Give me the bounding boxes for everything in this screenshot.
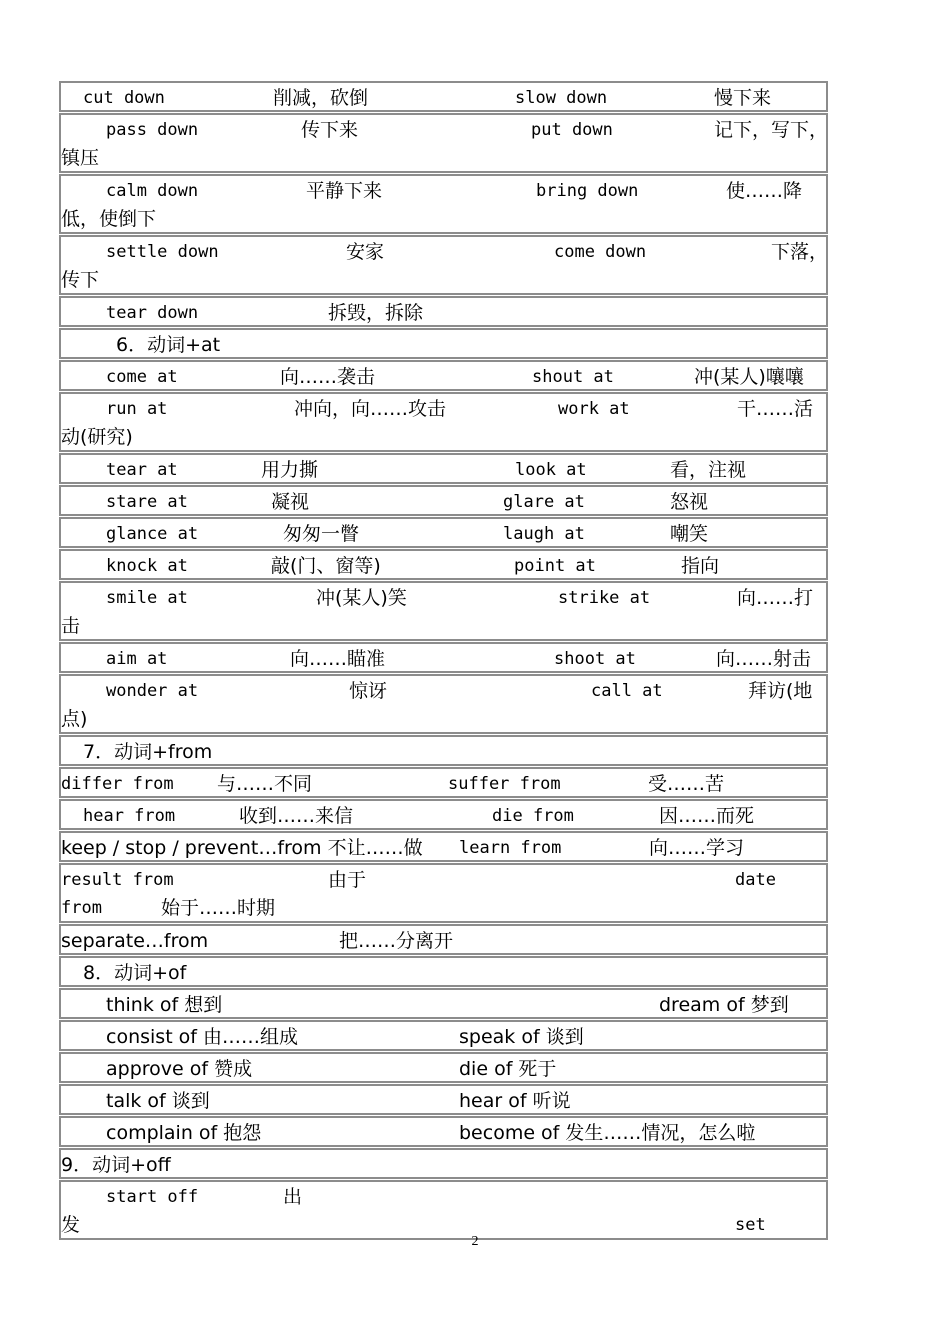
- phrase-text: 嘲笑: [670, 523, 709, 545]
- phrase-term: start off: [106, 1187, 199, 1207]
- phrase-text: 向……瞄准: [290, 648, 386, 670]
- phrase-term: shout at: [532, 367, 614, 387]
- phrase-text: 安家: [346, 241, 385, 263]
- table-row: [59, 735, 828, 766]
- page-number: 2: [471, 1234, 479, 1249]
- phrase-text: 受……苦: [648, 773, 725, 795]
- phrase-text: 因……而死: [659, 805, 755, 827]
- phrase-text: speak of 谈到: [459, 1026, 584, 1048]
- table-row: [59, 549, 828, 580]
- phrase-term: tear at: [106, 460, 178, 480]
- phrase-text: 拆毁，拆除: [328, 302, 424, 324]
- phrase-term: aim at: [106, 649, 168, 669]
- phrase-text: 镇压: [61, 147, 100, 169]
- table-row: [59, 296, 828, 327]
- phrase-term: look at: [515, 460, 587, 480]
- phrase-term: glare at: [503, 492, 585, 512]
- phrase-term: wonder at: [106, 681, 199, 701]
- phrase-text: 惊讶: [349, 680, 388, 702]
- phrase-text: hear of 听说: [459, 1090, 571, 1112]
- phrase-term: smile at: [106, 588, 188, 608]
- phrase-term: point at: [514, 556, 596, 576]
- phrase-term: set: [735, 1215, 766, 1235]
- phrase-text: 敲(门、窗等): [271, 555, 381, 577]
- phrase-term: from: [61, 898, 102, 918]
- phrase-term: shoot at: [554, 649, 636, 669]
- phrase-text: 慢下来: [714, 87, 772, 109]
- phrase-term: differ from: [61, 774, 174, 794]
- phrase-text: dream of 梦到: [659, 994, 789, 1016]
- phrase-term: glance at: [106, 524, 199, 544]
- vocabulary-table: [59, 81, 828, 1241]
- phrase-term: stare at: [106, 492, 188, 512]
- phrase-text: 看，注视: [670, 459, 747, 481]
- table-row: [59, 988, 828, 1019]
- table-row: [59, 956, 828, 987]
- table-row: [59, 485, 828, 516]
- table-row: [59, 674, 828, 734]
- phrase-text: talk of 谈到: [106, 1090, 210, 1112]
- phrase-text: keep / stop / prevent…from 不让……做: [61, 837, 423, 859]
- phrase-text: 凝视: [271, 491, 310, 513]
- phrase-text: 发: [61, 1214, 81, 1236]
- phrase-term: call at: [591, 681, 663, 701]
- phrase-text: 出: [283, 1186, 303, 1208]
- table-row: [59, 581, 828, 641]
- phrase-text: 把……分离开: [339, 930, 454, 952]
- phrase-term: suffer from: [448, 774, 561, 794]
- phrase-term: die from: [492, 806, 574, 826]
- phrase-text: 传下来: [301, 119, 359, 141]
- phrase-text: 冲向，向……攻击: [294, 398, 447, 420]
- table-row: [59, 1116, 828, 1147]
- phrase-term: pass down: [106, 120, 199, 140]
- phrase-text: think of 想到: [106, 994, 223, 1016]
- phrase-text: 收到……来信: [239, 805, 354, 827]
- table-row: [59, 831, 828, 862]
- table-row: [59, 81, 828, 112]
- phrase-text: 指向: [681, 555, 720, 577]
- table-row: [59, 517, 828, 548]
- phrase-text: 击: [61, 615, 81, 637]
- table-row: [59, 1020, 828, 1051]
- phrase-text: 使……降: [726, 180, 803, 202]
- phrase-text: 8．动词+of: [83, 962, 187, 984]
- table-row: [59, 1052, 828, 1083]
- table-row: [59, 174, 828, 234]
- table-row: [59, 1084, 828, 1115]
- phrase-text: 向……袭击: [280, 366, 376, 388]
- phrase-text: consist of 由……组成: [106, 1026, 299, 1048]
- table-row: [59, 392, 828, 452]
- table-row: [59, 113, 828, 173]
- phrase-text: 低，使倒下: [61, 208, 157, 230]
- table-row: [59, 863, 828, 923]
- phrase-text: 7．动词+from: [83, 741, 213, 763]
- phrase-text: 下落，: [771, 241, 829, 263]
- phrase-text: 干……活: [737, 398, 814, 420]
- table-row: [59, 360, 828, 391]
- phrase-text: 用力撕: [261, 459, 319, 481]
- phrase-text: 向……射击: [716, 648, 812, 670]
- phrase-term: tear down: [106, 303, 199, 323]
- phrase-term: work at: [558, 399, 630, 419]
- phrase-text: 拜访(地: [748, 680, 813, 702]
- phrase-text: 冲(某人)嚷嚷: [694, 366, 804, 388]
- phrase-term: put down: [531, 120, 613, 140]
- table-row: [59, 1180, 828, 1240]
- phrase-term: knock at: [106, 556, 188, 576]
- phrase-text: 点): [61, 708, 88, 730]
- phrase-term: result from: [61, 870, 174, 890]
- table-row: [59, 642, 828, 673]
- phrase-term: hear from: [83, 806, 176, 826]
- phrase-text: 匆匆一瞥: [283, 523, 360, 545]
- phrase-text: 由于: [328, 869, 367, 891]
- phrase-term: come down: [554, 242, 647, 262]
- phrase-text: 平静下来: [306, 180, 383, 202]
- phrase-text: 传下: [61, 269, 100, 291]
- table-row: [59, 328, 828, 359]
- phrase-text: 始于……时期: [161, 897, 276, 919]
- phrase-term: laugh at: [503, 524, 585, 544]
- phrase-term: learn from: [459, 838, 562, 858]
- phrase-text: complain of 抱怨: [106, 1122, 262, 1144]
- table-row: [59, 1148, 828, 1179]
- phrase-term: settle down: [106, 242, 219, 262]
- phrase-text: 9．动词+off: [61, 1154, 171, 1176]
- phrase-text: become of 发生……情况，怎么啦: [459, 1122, 756, 1144]
- phrase-text: approve of 赞成: [106, 1058, 253, 1080]
- phrase-text: 向……打: [737, 587, 814, 609]
- phrase-term: bring down: [536, 181, 639, 201]
- phrase-term: calm down: [106, 181, 199, 201]
- phrase-term: date: [735, 870, 776, 890]
- phrase-text: separate…from: [61, 930, 209, 952]
- phrase-text: 怒视: [670, 491, 709, 513]
- phrase-term: strike at: [558, 588, 651, 608]
- phrase-text: 6．动词+at: [116, 334, 221, 356]
- phrase-text: die of 死于: [459, 1058, 557, 1080]
- phrase-term: run at: [106, 399, 168, 419]
- table-row: [59, 453, 828, 484]
- phrase-text: 冲(某人)笑: [316, 587, 407, 609]
- phrase-term: cut down: [83, 88, 165, 108]
- table-row: [59, 799, 828, 830]
- table-row: [59, 235, 828, 295]
- table-row: [59, 924, 828, 955]
- phrase-term: slow down: [515, 88, 608, 108]
- phrase-text: 动(研究): [61, 426, 133, 448]
- phrase-text: 向……学习: [649, 837, 745, 859]
- phrase-text: 记下，写下，: [714, 119, 829, 141]
- table-row: [59, 767, 828, 798]
- phrase-text: 与……不同: [217, 773, 313, 795]
- phrase-text: 削减，砍倒: [273, 87, 369, 109]
- phrase-term: come at: [106, 367, 178, 387]
